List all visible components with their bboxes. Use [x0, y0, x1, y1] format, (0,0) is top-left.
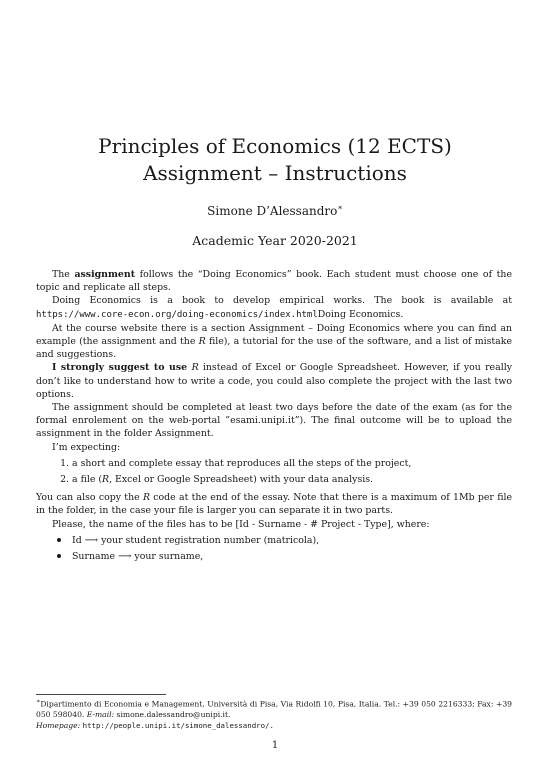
list-item: Id ⟶ your student registration number (matricola), — [72, 534, 512, 547]
footnote: ∗Dipartimento di Economia e Management, Università di Pisa, Via Ridolfi 10, Pisa, Italia. Tel.: +39 050 2216333; Fax: +39 050 598040. E-mail: simone.dalessandro@unipi.it. Homepage: http://people.unipi.it/simone_dalessandro/. — [36, 698, 512, 730]
page-number: 1 — [271, 740, 279, 751]
email-link[interactable]: simone.dalessandro@unipi.it. — [114, 710, 231, 720]
paragraph-suggestion: I strongly suggest to use R instead of Excel or Google Spreadsheet. However, if you really don’t like to understand how to write a code, you could also complete the project with the last two options. — [36, 362, 512, 400]
author — [0, 203, 550, 218]
paragraph-book: Doing Economics is a book to develop empirical works. The book is available at https://www.core-econ.org/doing-economics/index.htmlDoing Economics. — [36, 295, 512, 320]
assignment-bold: assignment — [74, 269, 136, 280]
document-body — [36, 268, 512, 568]
file-name-parts-list — [36, 534, 512, 563]
academic-year: Academic Year 2020-2021 — [192, 233, 358, 248]
paragraph-assignment: The assignment follows the “Doing Economics” book. Each student must choose one of the topic and replicate all steps. — [36, 269, 512, 294]
list-item: Surname ⟶ your surname, — [72, 550, 512, 563]
footnote-divider — [36, 694, 166, 695]
book-url-link[interactable]: https://www.core-econ.org/doing-economics/index.html — [36, 309, 318, 320]
paragraph-deadline: The assignment should be completed at least two days before the date of the exam (as for the formal enrolement on the web-portal ”esami.unipi.it”). The final outcome will be to upload the assignment in the folder Assignment. — [36, 402, 512, 440]
title-line-2: Assignment – Instructions — [143, 161, 407, 185]
paragraph-file-naming: Please, the name of the files has to be [Id - Surname - # Project - Type], where: — [52, 518, 430, 530]
title-line-1: Principles of Economics (12 ECTS) — [98, 134, 452, 158]
paragraph-expecting: I’m expecting: — [52, 441, 121, 453]
author-name: Simone D’Alessandro — [207, 204, 338, 218]
homepage-link[interactable]: http://people.unipi.it/simone_dalessandro/. — [82, 720, 274, 730]
paragraph-course-website: At the course website there is a section Assignment – Doing Economics where you can find an example (the assignment and the R file), a tutorial for the use of the software, and a list of mistake and suggestions. — [36, 322, 512, 361]
author-footnote-mark: ∗ — [337, 203, 343, 212]
list-item: 2. a file (R, Excel or Google Spreadsheet) with your data analysis. — [72, 473, 512, 486]
document-title — [0, 133, 550, 187]
expected-items-list — [36, 457, 512, 486]
list-item: 1. a short and complete essay that reproduces all the steps of the project, — [72, 457, 512, 470]
paragraph-copy-code: You can also copy the R code at the end of the essay. Note that there is a maximum of 1Mb per file in the folder, in the case your file is larger you can separate it in two parts. — [36, 492, 513, 517]
